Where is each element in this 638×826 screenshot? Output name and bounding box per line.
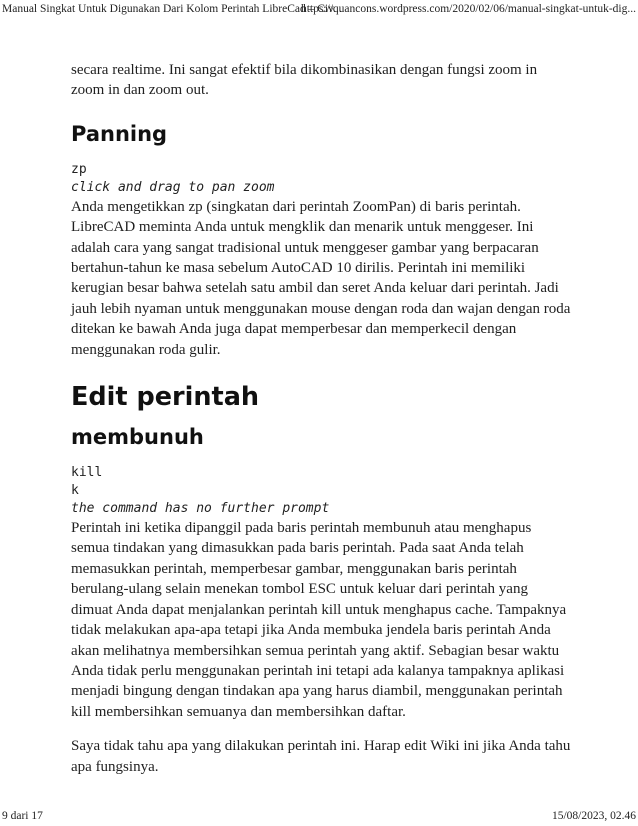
print-header-title: Manual Singkat Untuk Digunakan Dari Kolom Perintah LibreCad – Civ... bbox=[2, 3, 342, 15]
edit-heading: Edit perintah bbox=[71, 382, 260, 413]
panning-paragraph: Anda mengetikkan zp (singkatan dari perintah ZoomPan) di baris perintah. LibreCAD meminta Anda untuk mengklik dan menarik untuk menggeser. Ini adalah cara yang sangat tradisional untuk menggeser gambar yang berpacaran bertahun-tahun ke masa sebelum AutoCAD 10 dirilis. Perintah ini memiliki kerugian besar bahwa setelah satu ambil dan seret Anda keluar dari perintah. Jadi jauh lebih nyaman untuk menggunakan mouse dengan roda dan wajan dengan roda ditekan ke bawah Anda juga dapat memperbesar dan memperkecil dengan menggunakan roda gulir. bbox=[71, 198, 571, 358]
print-footer-datetime: 15/08/2023, 02.46 bbox=[551, 810, 636, 822]
membunuh-heading: membunuh bbox=[71, 425, 204, 450]
print-footer-page: 9 dari 17 bbox=[2, 810, 43, 822]
intro-paragraph: secara realtime. Ini sangat efektif bila dikombinasikan dengan fungsi zoom in zoom in dan zoom out. bbox=[71, 62, 538, 99]
article-body bbox=[71, 60, 571, 777]
note-paragraph: Saya tidak tahu apa yang dilakukan perintah ini. Harap edit Wiki ini jika Anda tahu apa fungsinya. bbox=[71, 738, 571, 775]
panning-heading: Panning bbox=[71, 121, 168, 146]
code-line-k: k bbox=[71, 483, 79, 499]
kill-paragraph: Perintah ini ketika dipanggil pada baris perintah membunuh atau menghapus semua tindakan yang dimasukkan pada baris perintah. Pada saat Anda telah memasukkan perintah, memperbesar gambar, menggunakan baris perintah berulang-ulang selain menekan tombol ESC untuk keluar dari perintah yang dimuat Anda dapat menjalankan perintah kill untuk menghapus cache. Tampaknya tidak melakukan apa-apa tetapi jika Anda membuka jendela baris perintah Anda akan melihatnya membersihkan semua perintah yang aktif. Sebagian besar waktu Anda tidak perlu menggunakan perintah ini tetapi ada kalanya tampaknya aplikasi menjadi bingung dengan tindakan apa yang harus diambil, menggunakan perintah kill membersihkan semuanya dan membersihkan daftar. bbox=[71, 520, 567, 720]
print-header-url: https://quancons.wordpress.com/2020/02/06/manual-singkat-untuk-dig... bbox=[300, 3, 636, 15]
code-line-kill-prompt: the command has no further prompt bbox=[71, 501, 330, 517]
code-line-zp: zp bbox=[71, 161, 87, 177]
code-line-pan-prompt: click and drag to pan zoom bbox=[71, 179, 275, 195]
code-line-kill: kill bbox=[71, 465, 103, 481]
